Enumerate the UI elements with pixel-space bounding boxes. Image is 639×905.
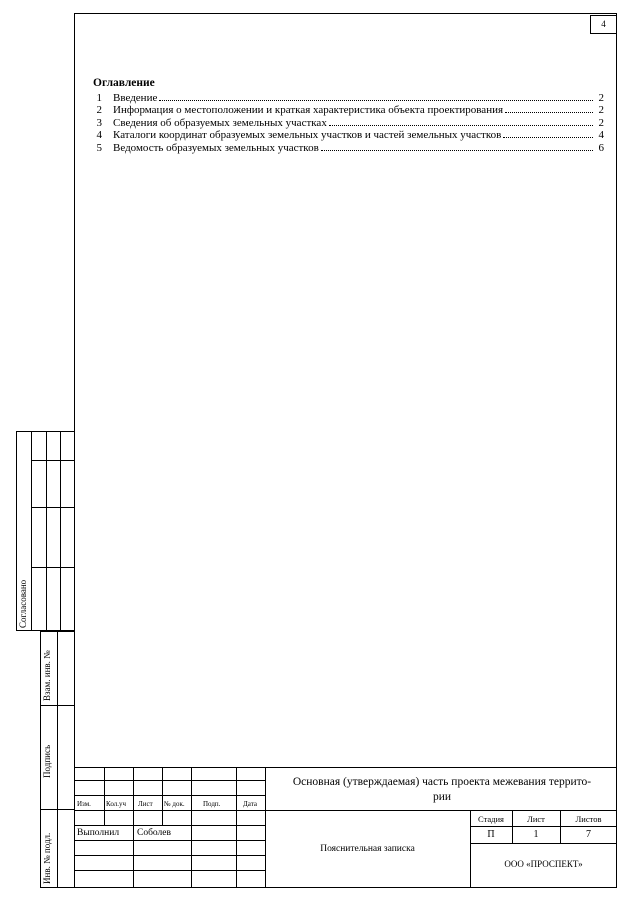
inventory-strip-divider bbox=[40, 809, 75, 810]
sheet-value: 1 bbox=[533, 829, 539, 840]
agreement-table-divider bbox=[46, 431, 47, 631]
performed-name: Соболев bbox=[137, 828, 171, 838]
header-izm: Изм. bbox=[77, 800, 91, 808]
toc-item-page: 2 bbox=[598, 91, 604, 104]
toc-item-text: Информация о местоположении и краткая характеристика объекта проектирования bbox=[113, 104, 504, 116]
title-block-col bbox=[191, 767, 192, 888]
header-list: Лист bbox=[138, 800, 153, 808]
sheet-number-box: 4 bbox=[590, 15, 617, 34]
toc-item-text: Ведомость образуемых земельных участков bbox=[113, 141, 319, 154]
sheets-label: Листов bbox=[575, 814, 602, 824]
agreement-table-divider bbox=[31, 431, 32, 631]
agreement-table-divider bbox=[31, 567, 75, 568]
agreement-table-divider bbox=[60, 431, 61, 631]
toc-item-2[interactable] bbox=[93, 104, 604, 117]
toc-title: Оглавление bbox=[93, 77, 155, 89]
toc-item-number: 2 bbox=[96, 104, 102, 116]
toc-item-page: 6 bbox=[598, 141, 604, 154]
toc-item-3[interactable] bbox=[93, 116, 604, 129]
toc-leader-dots bbox=[159, 100, 593, 101]
header-doc: № док. bbox=[164, 800, 185, 808]
title-block-col bbox=[265, 767, 266, 888]
title-block-row bbox=[74, 810, 617, 811]
agreement-table-divider bbox=[31, 507, 75, 508]
inventory-strip-divider bbox=[40, 705, 75, 706]
header-date: Дата bbox=[243, 800, 257, 808]
toc-item-1[interactable] bbox=[93, 91, 604, 104]
toc-item-number: 1 bbox=[96, 91, 102, 104]
sheets-value: 7 bbox=[586, 829, 591, 840]
title-block-row bbox=[470, 843, 617, 844]
title-block-col bbox=[104, 767, 105, 825]
stage-value: П bbox=[487, 829, 495, 840]
toc-item-text: Введение bbox=[113, 91, 158, 104]
agreed-label: Согласовано bbox=[18, 579, 28, 628]
toc-item-text: Сведения об образуемых земельных участках bbox=[113, 116, 327, 129]
project-title-line1: Основная (утверждаемая) часть проекта межевания террито- bbox=[292, 776, 592, 788]
header-kol: Кол.уч bbox=[106, 800, 126, 808]
project-title-line2: рии bbox=[432, 791, 452, 803]
project-title bbox=[270, 775, 614, 805]
inv-replace-label: Взам. инв. № bbox=[42, 650, 52, 701]
toc-item-page: 2 bbox=[598, 116, 604, 129]
sheet-label: Лист bbox=[527, 814, 545, 824]
signature-label: Подпись bbox=[42, 744, 52, 778]
document-name: Пояснительная записка bbox=[320, 844, 415, 854]
title-block-col bbox=[162, 767, 163, 825]
toc-item-number: 4 bbox=[96, 129, 102, 141]
agreement-table-divider bbox=[31, 460, 75, 461]
toc-item-number: 5 bbox=[96, 141, 102, 154]
inv-orig-label: Инв. № подл. bbox=[42, 832, 52, 884]
toc-item-page: 2 bbox=[598, 104, 604, 116]
toc-leader-dots bbox=[321, 150, 593, 151]
toc-leader-dots bbox=[503, 137, 593, 138]
company-name: ООО «ПРОСПЕКТ» bbox=[504, 859, 583, 869]
toc-item-page: 4 bbox=[598, 129, 604, 141]
toc-item-4[interactable] bbox=[93, 129, 604, 142]
title-block-col bbox=[236, 767, 237, 888]
toc-item-number: 3 bbox=[96, 116, 102, 129]
table-of-contents bbox=[93, 77, 604, 154]
title-block-row bbox=[470, 826, 617, 827]
stage-label: Стадия bbox=[478, 814, 504, 824]
title-block-col bbox=[133, 767, 134, 888]
toc-leader-dots bbox=[505, 112, 593, 113]
header-podp: Подп. bbox=[203, 800, 221, 808]
inventory-strip-divider bbox=[57, 631, 58, 888]
toc-item-5[interactable] bbox=[93, 141, 604, 154]
toc-item-text: Каталоги координат образуемых земельных участков и частей земельных участков bbox=[113, 129, 502, 141]
toc-leader-dots bbox=[329, 125, 593, 126]
performed-label: Выполнил bbox=[77, 828, 120, 838]
title-block-border bbox=[74, 767, 617, 768]
